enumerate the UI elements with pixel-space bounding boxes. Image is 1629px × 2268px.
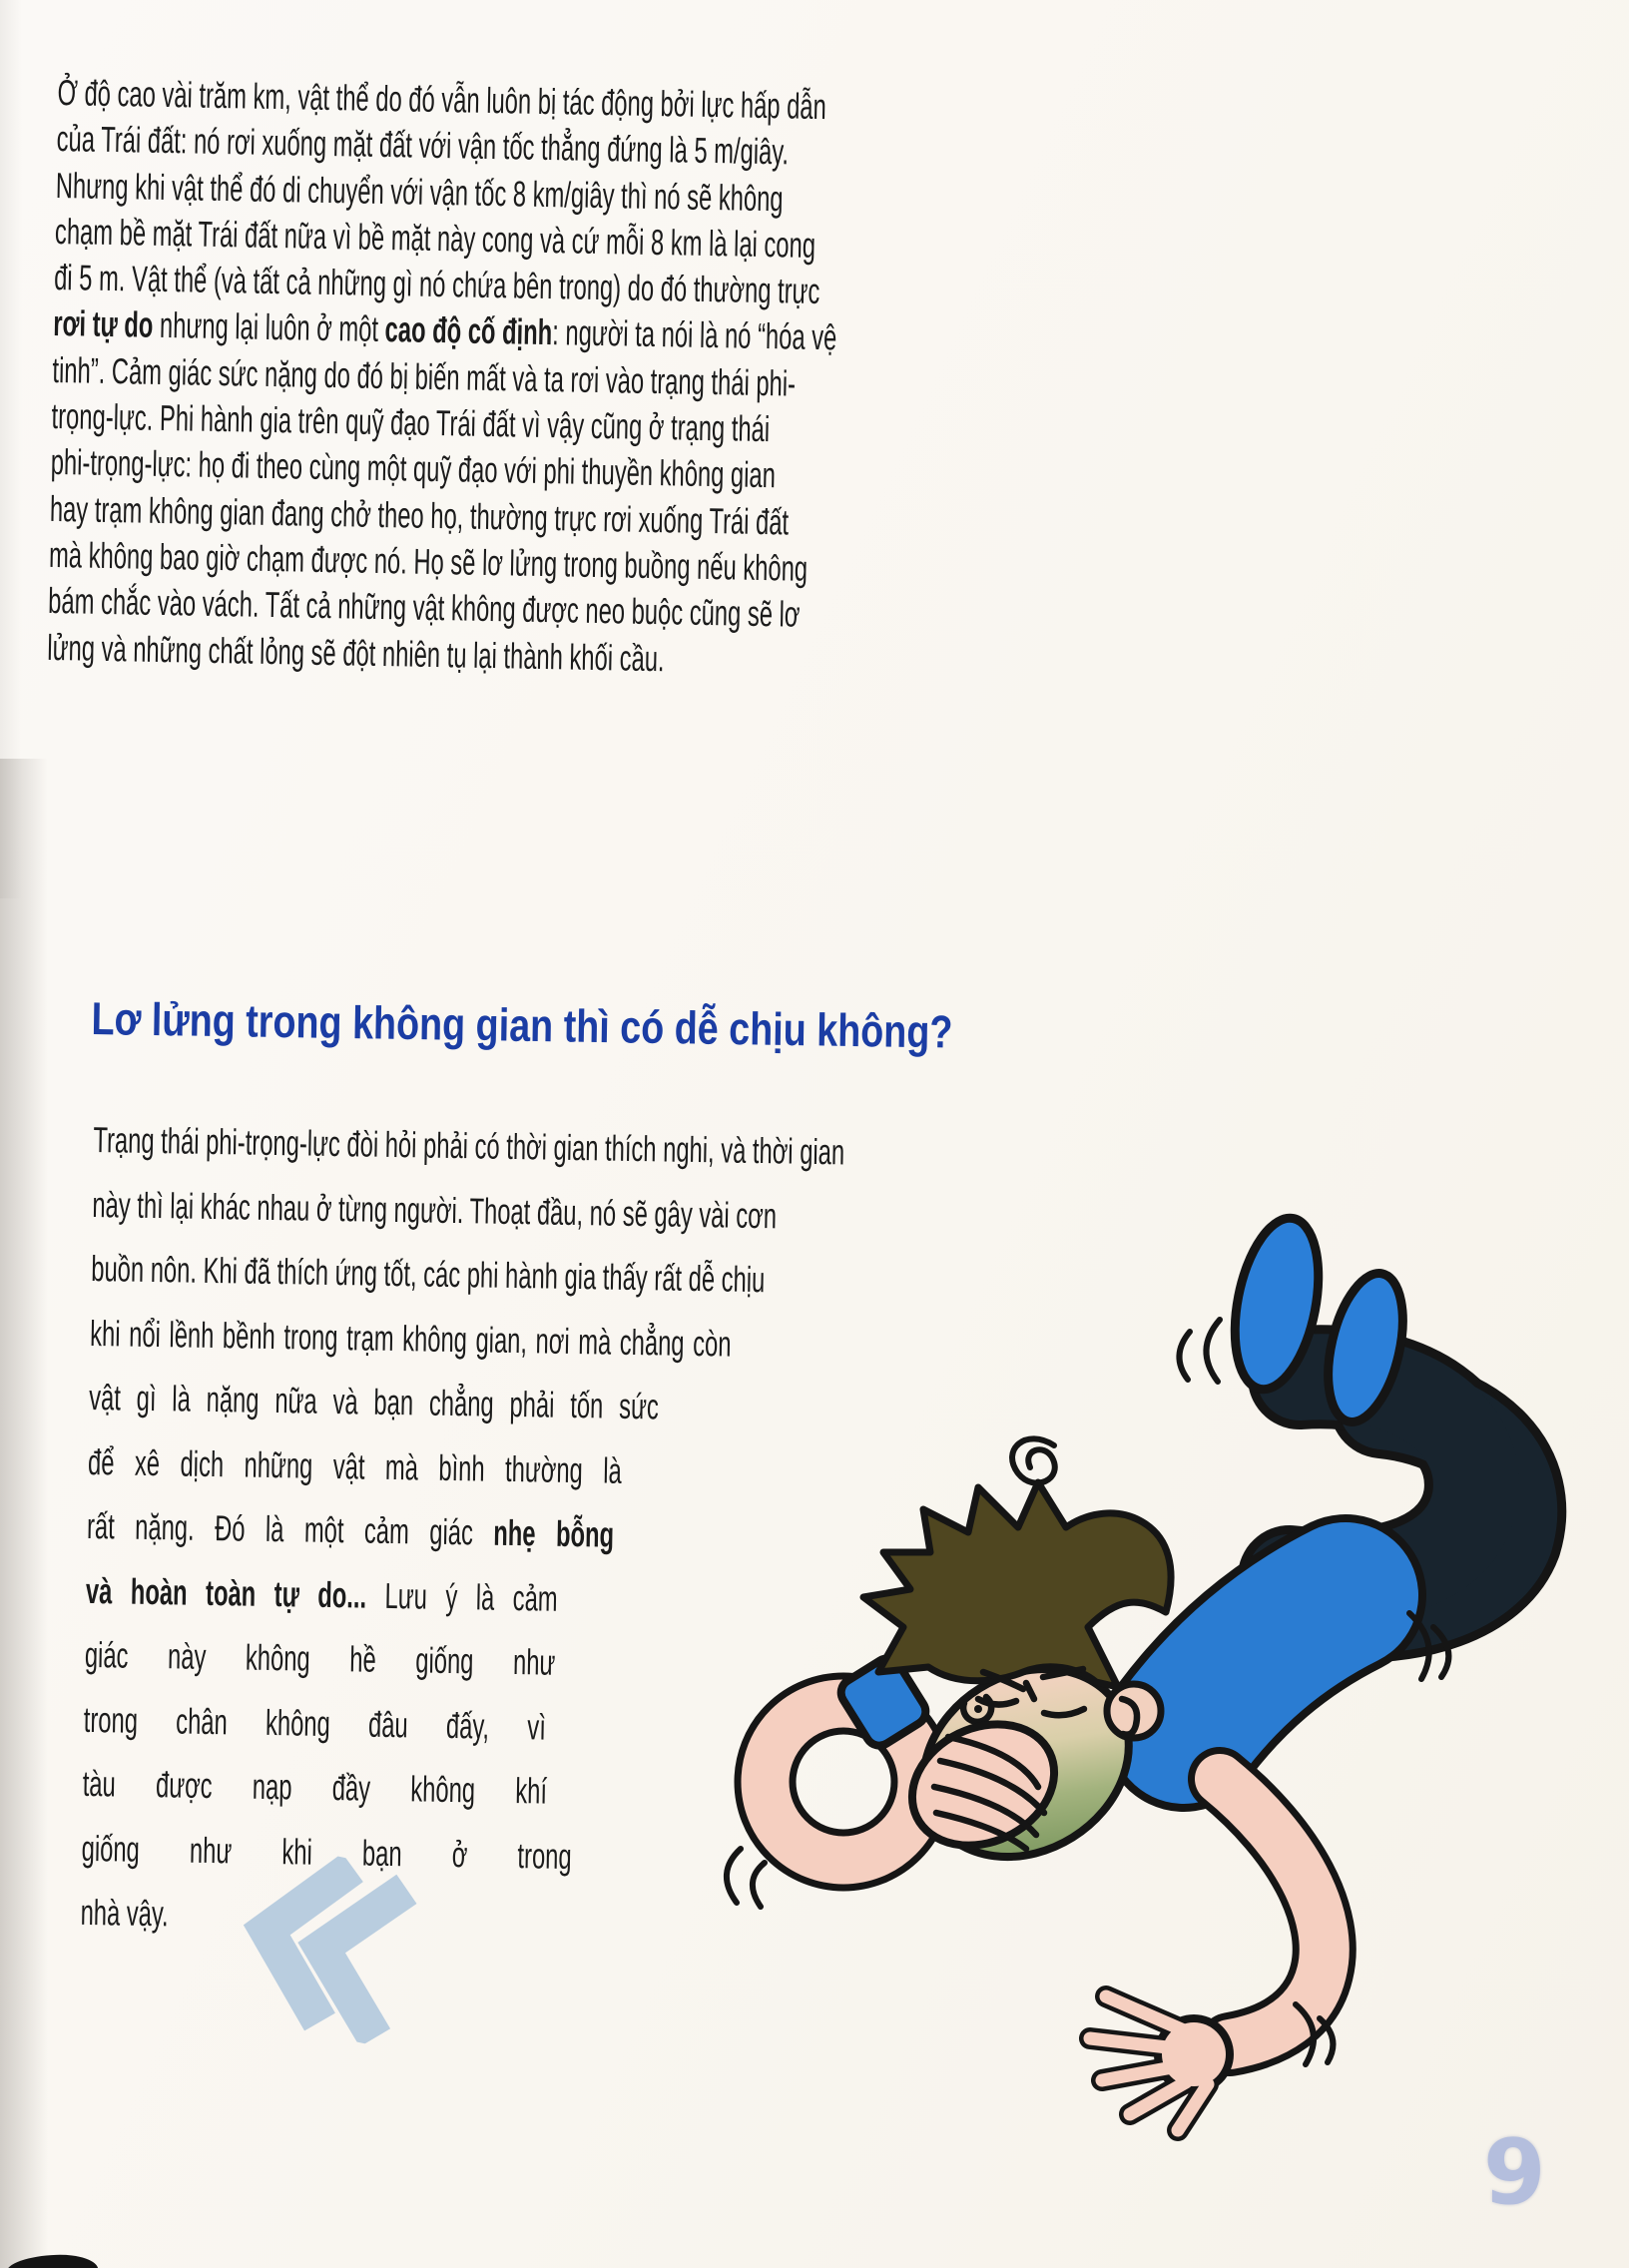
text-line: tinh”. Cảm giác sức nặng do đó bị biến mất và ta rơi vào trạng thái phi- — [52, 348, 797, 404]
text-line: đi 5 m. Vật thể (và tất cả những gì nó chứa bên trong) do đó thường trực — [53, 257, 820, 312]
blue-t-shirt-torso — [1184, 1595, 1346, 1731]
text-line: mà không bao giờ chạm được nó. Họ sẽ lơ lửng trong buồng nếu không — [48, 533, 809, 589]
text-line: Nhưng khi vật thể đó di chuyển với vận tốc 8 km/giây thì nó sẽ không — [55, 164, 785, 219]
text-line: giống như khi bạn ở trong — [81, 1827, 573, 1877]
text-line: Ở độ cao vài trăm km, vật thể do đó vẫn luôn bị tác động bởi lực hấp dẫn — [57, 71, 827, 128]
text-line: khi nổi lềnh bềnh trong trạm không gian, nơi mà chẳng còn — [89, 1312, 732, 1365]
text-line: Trạng thái phi-trọng-lực đòi hỏi phải có thời gian thích nghi, và thời gian — [93, 1118, 845, 1173]
text-line: chạm bề mặt Trái đất nữa vì bề mặt này cong và cứ mỗi 8 km là lại cong — [54, 210, 816, 266]
text-line: buồn nôn. Khi đã thích ứng tốt, các phi hành gia thấy rất dễ chịu — [90, 1247, 766, 1301]
text-line: trong chân không đâu đấy, vì — [83, 1698, 547, 1748]
paragraph-1 — [47, 70, 841, 685]
scan-left-shadow — [0, 759, 48, 2268]
scan-left-shadow-top — [0, 0, 22, 898]
outstretched-arm — [1220, 1779, 1325, 2044]
text-line: rơi tự do nhưng lại luôn ở một cao độ cố định: người ta nói là nó “hóa vệ — [52, 302, 837, 358]
text-line: để xê dịch những vật mà bình thường là — [87, 1440, 623, 1491]
text-line: rất nặng. Đó là một cảm giác nhẹ bỗng — [86, 1504, 615, 1555]
text-line: giác này không hề giống như — [84, 1633, 556, 1683]
text-line: nhà vậy. — [80, 1891, 170, 1935]
dizzy-spiral — [1012, 1438, 1055, 1482]
text-line: bám chắc vào vách. Tất cả những vật không được neo buộc cũng sẽ lơ — [47, 580, 801, 635]
messy-brown-hair — [863, 1482, 1171, 1687]
page-number: 9 — [1483, 2120, 1546, 2225]
text-line: và hoàn toàn tự do... Lưu ý là cảm — [85, 1569, 559, 1619]
section-heading: Lơ lửng trong không gian thì có dễ chịu không? — [91, 991, 953, 1058]
text-line: hay trạm không gian đang chở theo họ, thường trực rơi xuống Trái đất — [49, 487, 790, 543]
floating-astronaut-illustration — [479, 1128, 1629, 2268]
ear — [1107, 1684, 1161, 1738]
text-line: vật gì là nặng nữa và bạn chẳng phải tốn sức — [88, 1376, 660, 1427]
text-line: phi-trọng-lực: họ đi theo cùng một quỹ đạo với phi thuyền không gian — [50, 441, 777, 496]
text-line: tàu được nạp đầy không khí — [82, 1762, 548, 1812]
text-line: lửng và những chất lỏng sẽ đột nhiên tụ lại thành khối cầu. — [47, 626, 665, 679]
text-line: của Trái đất: nó rơi xuống mặt đất với vận tốc thẳng đứng là 5 m/giây. — [56, 118, 790, 173]
text-line: trọng-lực. Phi hành gia trên quỹ đạo Trái đất vì vậy cũng ở trạng thái — [51, 395, 771, 450]
text-line: này thì lại khác nhau ở từng người. Thoạt đầu, nó sẽ gây vài cơn — [92, 1183, 778, 1236]
open-hand — [1090, 1996, 1234, 2130]
double-left-chevron-icon — [219, 1839, 423, 2048]
